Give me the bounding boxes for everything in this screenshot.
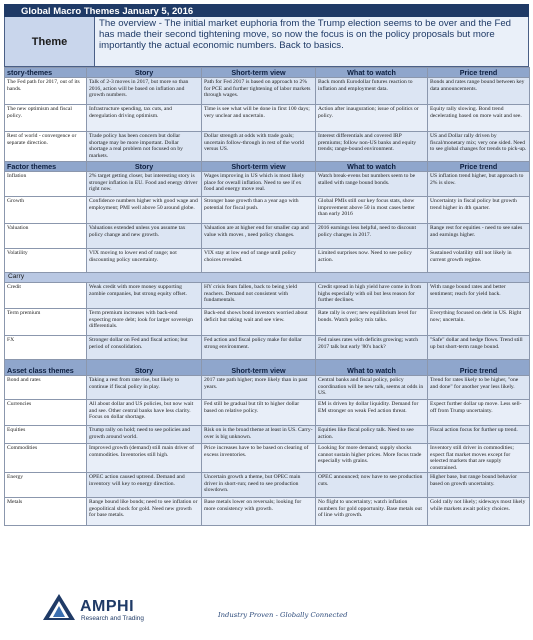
theme-overview-row bbox=[4, 17, 529, 67]
themes-table bbox=[4, 67, 530, 526]
table-cell: Sustained volatility still not likely in current growth regime. bbox=[428, 249, 530, 273]
brand-name: AMPHI bbox=[80, 598, 135, 615]
table-cell: Higher base, but range bound behavior based on growth uncertainty. bbox=[428, 473, 530, 498]
table-row bbox=[5, 197, 530, 224]
row-label: Inflation bbox=[5, 172, 87, 197]
table-cell: OPEC announced; now have to see production cuts. bbox=[316, 473, 428, 498]
theme-overview-text: The overview - The initial market euphoria from the Trump election seems to be over and the Fed has made their second tightening move, so now the focus is on the policy proposals but more importantly the actual economic numbers. Back to basics. bbox=[95, 17, 528, 66]
table-cell: Time is see what will be done in first 100 days; very unclear and uncertain. bbox=[202, 105, 316, 132]
column-header: What to watch bbox=[316, 68, 428, 78]
table-cell: Range bound like bonds; need to see inflation or geopolitical shock for gold. Need new growth for base metals. bbox=[87, 498, 202, 526]
table-cell: Path for Fed 2017 is based on approach to 2% for PCE and further tightening of labor markets through wages. bbox=[202, 78, 316, 105]
row-label: Energy bbox=[5, 473, 87, 498]
table-cell: Credit spread in high yield have come in from highs especially with oil but less reason for further declines. bbox=[316, 283, 428, 309]
table-cell: Watch break-evens but numbers seem to be stalled with range bound bonds. bbox=[316, 172, 428, 197]
table-cell: Gold rally not likely; sideways most likely while markets await policy choices. bbox=[428, 498, 530, 526]
row-label: Bond and rates bbox=[5, 376, 87, 400]
row-label: Volatility bbox=[5, 249, 87, 273]
column-header: What to watch bbox=[316, 360, 428, 376]
table-row bbox=[5, 172, 530, 197]
table-cell: Central banks and fiscal policy, policy coordination will be new talk, seems at odds in US. bbox=[316, 376, 428, 400]
table-cell: Range rest for equities - need to see sales and earnings higher. bbox=[428, 224, 530, 249]
table-cell: US inflation trend higher, but approach to 2% is slow. bbox=[428, 172, 530, 197]
row-label: Commodities bbox=[5, 444, 87, 473]
table-cell: Interest differentials and covered IRP premiums; follow non-US banks and equity trends; range-bound environment. bbox=[316, 132, 428, 162]
table-cell: All about dollar and US policies, but now wait and see. Other central banks have less clarity. Focus on dollar shortage. bbox=[87, 400, 202, 426]
table-cell: Expect further dollar up move. Less sell-off from Trump uncertainty. bbox=[428, 400, 530, 426]
table-cell: Limited surprises now. Need to see policy action. bbox=[316, 249, 428, 273]
row-label: The Fed path for 2017, out of its hands. bbox=[5, 78, 87, 105]
table-cell: Confidence numbers higher with good wage and employment; PMI well above 50 around globe. bbox=[87, 197, 202, 224]
table-row bbox=[5, 498, 530, 526]
table-cell: Fed raises rates with deficits growing; watch 2017 talk but early '80's back? bbox=[316, 336, 428, 360]
table-cell: HY crisis fears fallen, back to being yield reachers. Demand not consistent with fundamentals. bbox=[202, 283, 316, 309]
row-label: Valuation bbox=[5, 224, 87, 249]
table-cell: VIX stay at low end of range until policy choices revealed. bbox=[202, 249, 316, 273]
table-cell: With range bound rates and better sentiment; reach for yield back. bbox=[428, 283, 530, 309]
table-cell: Back-end shows bond investors worried about deficit but taking wait and see view. bbox=[202, 309, 316, 336]
column-header: Short-term view bbox=[202, 68, 316, 78]
table-cell: "Safe" dollar and hedge flows. Trend still up but short-term range bound. bbox=[428, 336, 530, 360]
column-header: What to watch bbox=[316, 162, 428, 172]
section-header-carry: Carry bbox=[5, 273, 530, 283]
section-header: Factor themes bbox=[5, 162, 87, 172]
table-cell: Trump rally on hold; need to see policies and growth around world. bbox=[87, 426, 202, 444]
table-cell: EM is driven by dollar liquidity. Demand for EM stronger on weak Fed action threat. bbox=[316, 400, 428, 426]
row-label: FX bbox=[5, 336, 87, 360]
table-cell: Term premium increases with back-end expecting more debt; look for larger sovereign differentials. bbox=[87, 309, 202, 336]
column-header: Price trend bbox=[428, 360, 530, 376]
table-row bbox=[5, 132, 530, 162]
table-cell: No flight to uncertainty; watch inflation numbers for gold opportunity. Base metals out of line with growth. bbox=[316, 498, 428, 526]
column-header: Story bbox=[87, 360, 202, 376]
table-cell: Taking a rest from rate rise, but likely to continue if fiscal policy in play. bbox=[87, 376, 202, 400]
table-cell: Base metals lower on reversals; looking for more consistency with growth. bbox=[202, 498, 316, 526]
table-row bbox=[5, 283, 530, 309]
row-label: Currencies bbox=[5, 400, 87, 426]
table-cell: Price increases have to be based on clearing of excess inventories. bbox=[202, 444, 316, 473]
table-row bbox=[5, 444, 530, 473]
column-header: Price trend bbox=[428, 68, 530, 78]
section-header: story-themes bbox=[5, 68, 87, 78]
row-label: Term premium bbox=[5, 309, 87, 336]
footer bbox=[4, 593, 529, 638]
table-cell: Valuations extended unless you assume tax policy change and new growth. bbox=[87, 224, 202, 249]
table-cell: Trade policy has been concern but dollar shortage may be more important. Dollar shortage a real problem not focused on by markets. bbox=[87, 132, 202, 162]
table-row bbox=[5, 105, 530, 132]
table-row bbox=[5, 336, 530, 360]
table-cell: Valuation are at higher end for smaller cap and value with moves , need policy changes. bbox=[202, 224, 316, 249]
table-cell: Fiscal action focus for further up trend. bbox=[428, 426, 530, 444]
table-cell: Improved growth (demand) still main driver of commodities. Inventories still high. bbox=[87, 444, 202, 473]
page-title: Global Macro Themes January 5, 2016 bbox=[4, 4, 529, 17]
row-label: The new optimism and fiscal policy. bbox=[5, 105, 87, 132]
table-cell: Bonds and rates range bound between key data announcements. bbox=[428, 78, 530, 105]
row-label: Growth bbox=[5, 197, 87, 224]
table-cell: Back month Eurodollar futures reaction to inflation and employment data. bbox=[316, 78, 428, 105]
theme-label: Theme bbox=[5, 17, 95, 66]
table-cell: Fed action and fiscal policy make for dollar strong environment. bbox=[202, 336, 316, 360]
table-cell: Uncertain growth a theme, but OPEC main driver in short-run; need to see production slowdown. bbox=[202, 473, 316, 498]
brand-subtitle: Research and Trading bbox=[81, 615, 144, 622]
table-cell: Global PMIs still our key focus stats, show improvement above 50 in most cases better than early 2016 bbox=[316, 197, 428, 224]
table-cell: OPEC action caused uptrend. Demand and inventory will key to energy direction. bbox=[87, 473, 202, 498]
section-header: Asset class themes bbox=[5, 360, 87, 376]
table-cell: Fed still be gradual but tilt to higher dollar based on relative policy. bbox=[202, 400, 316, 426]
table-row bbox=[5, 309, 530, 336]
row-label: Rest of world - convergence or separate direction. bbox=[5, 132, 87, 162]
table-cell: Everything focused on debt in US. Right now; uncertain. bbox=[428, 309, 530, 336]
row-label: Credit bbox=[5, 283, 87, 309]
table-row bbox=[5, 473, 530, 498]
table-cell: Action after inauguration; issue of politics or policy. bbox=[316, 105, 428, 132]
table-cell: US and Dollar rally driven by fiscal/monetary mix; very one sided. Need to see global changes for trends to pick-up. bbox=[428, 132, 530, 162]
table-row bbox=[5, 376, 530, 400]
table-row bbox=[5, 224, 530, 249]
row-label: Equities bbox=[5, 426, 87, 444]
table-cell: Wages improving in US which is most likely place for overall inflation. Need to see if ex food and energy move real. bbox=[202, 172, 316, 197]
table-cell: Uncertainty in fiscal policy but growth trend higher in 4th quarter. bbox=[428, 197, 530, 224]
tagline: Industry Proven - Globally Connected bbox=[218, 611, 348, 619]
column-header: Price trend bbox=[428, 162, 530, 172]
table-row bbox=[5, 78, 530, 105]
table-cell: 2% target getting closer, but interesting story is stronger inflation in EU. Food and energy driver right now. bbox=[87, 172, 202, 197]
table-cell: Stronger dollar on Fed and fiscal action; but period of consolidation. bbox=[87, 336, 202, 360]
table-row bbox=[5, 400, 530, 426]
table-cell: 2016 earnings less helpful, need to discount policy changes in 2017. bbox=[316, 224, 428, 249]
table-cell: Equities like fiscal policy talk. Need to see action. bbox=[316, 426, 428, 444]
table-cell: VIX moving to lower end of range; not discounting policy uncertainty. bbox=[87, 249, 202, 273]
table-cell: Risk on is the broad theme at least in US. Carry-over is big unknown. bbox=[202, 426, 316, 444]
table-cell: Weak credit with more money supporting zombie companies, but strong equity offset. bbox=[87, 283, 202, 309]
table-row bbox=[5, 426, 530, 444]
row-label: Metals bbox=[5, 498, 87, 526]
macro-themes-sheet bbox=[4, 4, 529, 526]
table-cell: Infrastructure spending, tax cuts, and deregulation driving optimism. bbox=[87, 105, 202, 132]
table-cell: Equity rally slowing. Bond trend decelerating based on more wait and see. bbox=[428, 105, 530, 132]
table-cell: Trend for rates likely to be higher, "one and done" for another year less likely. bbox=[428, 376, 530, 400]
table-cell: Inventory still driver in commodities; expect flat market moves except for selected markets that are supply constrained. bbox=[428, 444, 530, 473]
column-header: Story bbox=[87, 68, 202, 78]
table-cell: Stronger base growth than a year ago with potential for fiscal push. bbox=[202, 197, 316, 224]
amphi-triangle-logo-icon bbox=[42, 593, 76, 621]
table-cell: Rate rally is over; new equilibrium level for bonds. Watch policy mix talks. bbox=[316, 309, 428, 336]
table-cell: Looking for more demand; supply shocks cannot sustain higher prices. More focus trade especially with grains. bbox=[316, 444, 428, 473]
column-header: Story bbox=[87, 162, 202, 172]
table-row bbox=[5, 249, 530, 273]
table-cell: Talk of 2-3 moves in 2017, but more so than 2016, action will be based on inflation and growth numbers. bbox=[87, 78, 202, 105]
table-cell: Dollar strength at odds with trade goals; uncertain follow-through in rest of the world versus US. bbox=[202, 132, 316, 162]
table-cell: 2017 rate path higher; more likely than in past years. bbox=[202, 376, 316, 400]
column-header: Short-term view bbox=[202, 360, 316, 376]
column-header: Short-term view bbox=[202, 162, 316, 172]
